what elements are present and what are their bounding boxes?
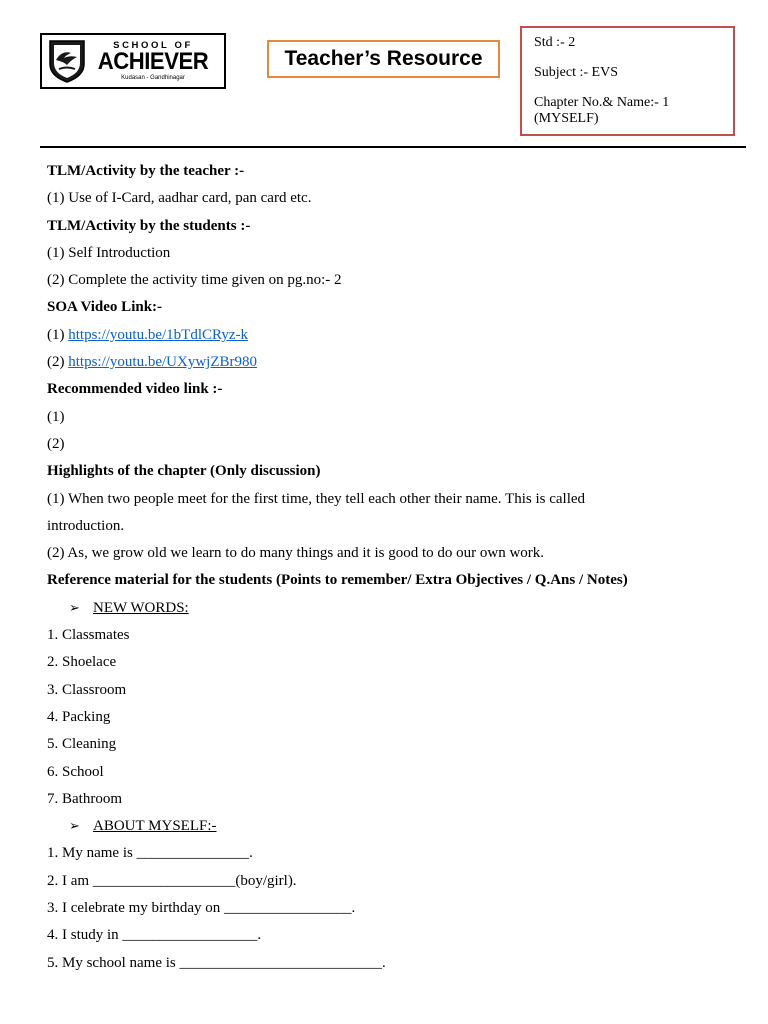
soa-link-row (47, 324, 747, 351)
new-word-item: 2. Shoelace (47, 654, 117, 671)
about-myself-label: ABOUT MYSELF:- (93, 818, 217, 835)
about-myself-item: 3. I celebrate my birthday on _________________. (47, 900, 356, 917)
document-body (47, 160, 747, 979)
about-myself-item: 1. My name is _______________. (47, 845, 253, 862)
recommended-heading: Recommended video link :- (47, 381, 223, 398)
chapter-label: Chapter No.& Name:- 1 (MYSELF) (534, 95, 670, 127)
school-logo (40, 33, 226, 89)
logo-main-text: ACHIEVER (97, 48, 209, 76)
highlights-heading: Highlights of the chapter (Only discussion) (47, 463, 321, 480)
logo-top-text: SCHOOL OF (113, 39, 193, 51)
info-box (520, 26, 735, 136)
tlm-students-item: (1) Self Introduction (47, 244, 171, 261)
new-word-item: 7. Bathroom (47, 790, 122, 807)
highlight-item-continued: introduction. (47, 517, 125, 534)
about-myself-item: 5. My school name is ___________________________. (47, 954, 386, 971)
soa-link-number: (1) (47, 326, 69, 343)
soa-video-link[interactable]: https://youtu.be/1bTdlCRyz-k (68, 326, 249, 343)
new-word-item: 1. Classmates (47, 627, 130, 644)
soa-link-number: (2) (47, 354, 69, 371)
recommended-item: (2) (47, 435, 65, 452)
resource-title: Teacher’s Resource (267, 40, 500, 78)
tlm-teacher-heading: TLM/Activity by the teacher :- (47, 163, 245, 179)
subject-label: Subject :- EVS (534, 65, 618, 81)
new-words-label: NEW WORDS: (93, 599, 189, 616)
new-word-item: 5. Cleaning (47, 736, 117, 753)
new-word-item: 3. Classroom (47, 681, 127, 698)
recommended-item: (1) (47, 408, 65, 425)
about-myself-item: 2. I am ___________________(boy/girl). (47, 872, 297, 889)
logo-sub-text: Kudasan - Gandhinagar (121, 75, 185, 82)
new-words-heading (47, 597, 747, 624)
logo-text (93, 41, 213, 82)
soa-heading: SOA Video Link:- (47, 299, 163, 316)
soa-video-link[interactable]: https://youtu.be/UXywjZBr980 (68, 354, 257, 371)
tlm-students-item: (2) Complete the activity time given on pg.no:- 2 (47, 272, 342, 289)
new-word-item: 4. Packing (47, 708, 111, 725)
header-divider (40, 146, 746, 148)
arrow-bullet-icon: ➢ (69, 818, 80, 834)
soa-link-row (47, 351, 747, 378)
about-myself-heading (47, 815, 747, 842)
about-myself-item: 4. I study in __________________. (47, 927, 262, 944)
highlight-item: (1) When two people meet for the first time, they tell each other their name. This is called (47, 490, 586, 507)
new-word-item: 6. School (47, 763, 104, 780)
school-crest-icon (47, 38, 87, 84)
tlm-teacher-item: (1) Use of I-Card, aadhar card, pan card etc. (47, 190, 312, 207)
reference-heading: Reference material for the students (Points to remember/ Extra Objectives / Q.Ans / Notes) (47, 572, 628, 589)
highlight-item: (2) As, we grow old we learn to do many things and it is good to do our own work. (47, 545, 545, 562)
std-label: Std :- 2 (534, 35, 576, 50)
arrow-bullet-icon: ➢ (69, 599, 80, 615)
tlm-students-heading: TLM/Activity by the students :- (47, 217, 251, 234)
